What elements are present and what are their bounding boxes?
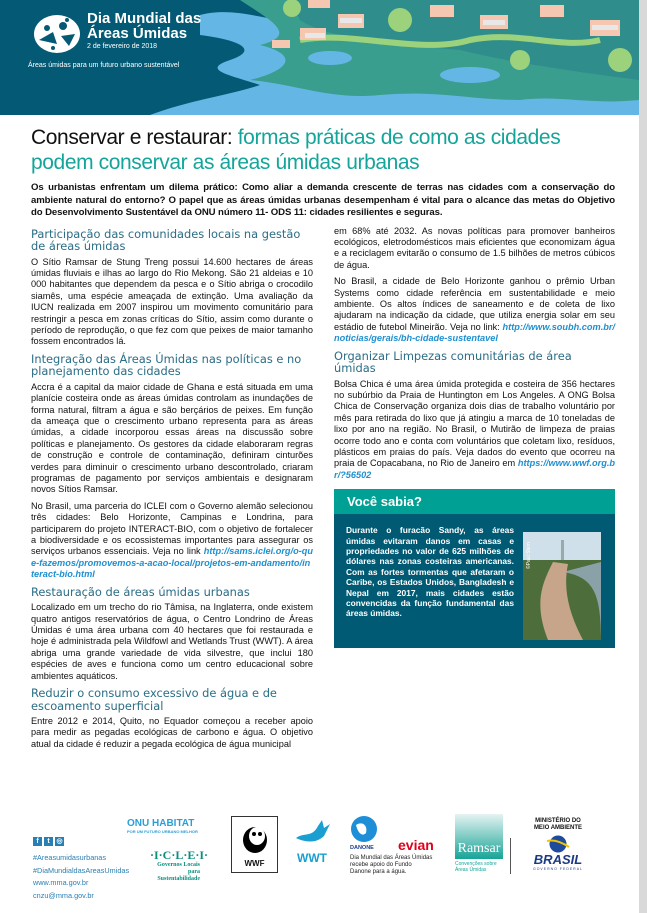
logo-text: DANONE — [350, 845, 374, 851]
logo-text: ·I·C·L·E·I· — [150, 848, 209, 862]
section-paragraph — [31, 501, 313, 581]
facebook-icon[interactable]: f — [33, 837, 42, 846]
logo-text: WWF — [244, 859, 265, 868]
event-title: Dia Mundial das Áreas Úmidas — [87, 10, 202, 42]
wwt-logo — [294, 818, 330, 865]
danone-globe-icon — [350, 815, 378, 843]
intro-paragraph: Os urbanistas enfrentam um dilema prático: Como aliar a demanda crescente de terras nas cidades com a conservação do ambiente natural do entorno? O papel que as áreas úmidas urbanas desempenham é vital para o alcance das metas do Objetivo do Desenvolvimento Sustentável da ONU número 11- ODS 11: cidades resilientes e seguras. — [31, 182, 615, 218]
event-date: 2 de fevereiro de 2018 — [87, 43, 158, 50]
danone-evian-logos — [350, 815, 445, 885]
twitter-icon[interactable]: t — [44, 837, 53, 846]
logo-subtext: Governos Locais para Sustentabilidade — [157, 862, 200, 882]
paragraph-text: No Brasil, uma parceria do ICLEI com o Governo alemão selecionou três cidades: Belo Horizonte, Campinas e Londrina, para participarem do projeto INTERACT-BIO, com o objetivo de fortalecer a biodiversidade e os ecossistemas importantes para assegurar os serviços urbanos essenciais. Veja no link — [31, 500, 313, 557]
soubh-link[interactable]: http://www.soubh.com.br/noticias/gerais/bh-cidade-sustentavel — [334, 321, 615, 344]
ramsar-wetlands-emblem-icon — [33, 14, 81, 54]
wwf-link[interactable]: https://www.wwf.org.br/?56502 — [334, 458, 615, 480]
hashtag[interactable]: #DiaMundialdasAreasUmidas — [33, 865, 130, 875]
website-link[interactable]: www.mma.gov.br — [33, 878, 89, 887]
email-link[interactable]: cnzu@mma.gov.br — [33, 890, 94, 900]
ramsar-logo — [455, 814, 503, 873]
section-heading: Organizar Limpezas comunitárias de área úmidas — [334, 348, 572, 376]
page-edge — [639, 0, 647, 913]
box-title: Você sabia? — [334, 489, 615, 514]
logo-text: WWT — [297, 851, 327, 865]
section-paragraph: Localizado em um trecho do rio Tâmisa, na Inglaterra, onde existem quatro antigos reservatórios de água, o Centro Londrino de Áreas Úmidas é uma área urbana com 40 hectares que foi restaurada e hoje é administrada pela Wildfowl and Wetlands Trust (WWT). A área abriga uma grande variedade de vida silvestre, que inclui 180 espécies de aves e funciona como um centro educacional sobre ambientes aquáticos. — [31, 602, 313, 681]
page-title — [31, 125, 615, 175]
wwf-logo — [231, 816, 278, 873]
footer-contacts — [33, 852, 129, 902]
logo-subtext: GOVERNO FEDERAL — [532, 867, 583, 871]
panda-icon — [240, 822, 270, 854]
section-paragraph — [334, 379, 615, 482]
divider — [510, 838, 511, 874]
main-content — [31, 125, 615, 755]
onu-habitat-logo — [127, 818, 198, 834]
section-heading: Participação das comunidades locais na gestão de áreas úmidas — [31, 226, 301, 253]
right-column — [334, 226, 615, 756]
ministry-text: MINISTÉRIO DO MEIO AMBIENTE — [533, 818, 583, 831]
section-heading: Integração das Áreas Úmidas nas políticas e no planejamento das cidades — [31, 351, 302, 379]
left-column — [31, 226, 313, 756]
hashtag[interactable]: #Areasumidasurbanas — [33, 853, 107, 862]
section-paragraph: em 68% até 2032. As novas políticas para promover banheiros ecológicos, eletrodomésticos mais eficientes que economizam água e a reciclagem evitarão o consumo de 1.5 bilhões de metros cúbicos de água. — [334, 225, 615, 270]
social-icons — [33, 837, 64, 846]
brasil-text: BRASIL — [533, 852, 583, 867]
logo-text: ONU HABITAT — [127, 818, 195, 829]
brazil-flag-globe-icon — [545, 835, 571, 853]
logo-subtext: Convenções sobre Áreas Úmidas — [455, 861, 497, 873]
sponsor-note: Dia Mundial das Áreas Úmidas recebe apoio do Fundo Danone para a água. — [350, 855, 433, 875]
title-teal: formas práticas de como as cidades podem conservar as áreas úmidas urbanas — [31, 126, 561, 174]
title-dark: Conservar e restaurar: — [31, 126, 233, 149]
iclei-link[interactable]: http://sams.iclei.org/o-que-fazemos/promovemos-a-acao-local/projetos-em-andamento/interact-bio.html — [31, 546, 313, 580]
instagram-icon[interactable]: ◎ — [56, 838, 63, 845]
section-paragraph: O Sítio Ramsar de Stung Treng possui 14.600 hectares de áreas úmidas fluviais e ilhas ao largo do Rio Mekong. São 21 aldeias e 10 000 habitantes que dependem da pesca e o Sítio abriga o crocodilo siamês, uma espécie ameaçada de extinção. Uma avaliação da IUCN realizada em 2007 inspirou um movimento comunitário para restringir a pesca em zonas críticas do Sítio, assim como durante o período de reprodução, o que fez com que peixes de maior tamanho fossem encontrados lá. — [31, 256, 313, 347]
photo-credit: ©Paul Stern — [526, 542, 532, 570]
section-paragraph: Accra é a capital da maior cidade de Ghana e está situada em uma planície costeira onde as áreas úmidas controlam as inundações de forma natural, filtram a água e são berçários de peixes. Em função da ameaça que o crescimento urbano representa para as áreas úmidas, a cidade incorporou essas áreas na discussão sobre políticas e planejamento. Os gestores da cidade elaboraram regras de construção e controle de contaminação, definiram cinturões verdes para diminuir o crescimento urbano descontrolado, criaram programas de pagamento por serviços ambientais e designaram novos Sítios Ramsar. — [31, 381, 313, 495]
event-tagline: Áreas úmidas para um futuro urbano sustentável — [28, 62, 180, 69]
paragraph-text: No Brasil, a cidade de Belo Horizonte ganhou o prêmio Urban Systems como cidade referência em sustentabilidade e meio ambiente. Os altos índices de saneamento e de coleta de lixo ajudaram na indicação da cidade, que utiliza energia solar em seu estádio de futebol Mineirão. Veja no link: — [334, 276, 615, 332]
logo-subtext: POR UM FUTURO URBANO MELHOR — [127, 829, 198, 834]
section-heading: Reduzir o consumo excessivo de água e de escoamento superficial — [31, 686, 277, 713]
section-paragraph: Entre 2012 e 2014, Quito, no Equador começou a receber apoio para medir as pegadas ecológicas de carbono e água. O objetivo atual da cidade é reduzir a pegada ecológica de água municipal — [31, 716, 313, 749]
brasil-government-logo — [518, 818, 598, 872]
bird-icon — [294, 818, 330, 848]
iclei-logo — [150, 848, 208, 883]
did-you-know-box — [334, 489, 615, 648]
box-text: Durante o furacão Sandy, as áreas úmidas evitaram danos em casas e propriedades no valor de 625 milhões de dólares nas zonas costeiras americanas. Com as fortes tormentas que afetaram o Caribe, os Estados Unidos, Bangladesh e Nepal em 2017, mais cidades estão convencidas da função fundamental das áreas úmidas. — [346, 525, 514, 619]
logo-text: Ramsar — [455, 814, 503, 859]
section-paragraph — [334, 276, 615, 344]
columns — [31, 226, 615, 756]
header-banner — [0, 0, 639, 115]
paragraph-text: Bolsa Chica é uma área úmida protegida e costeira de 356 hectares no subúrbio da Praia de Huntington em Los Angeles. A ONG Bolsa Chica de Conservação organiza dois dias de trabalho voluntário por mês para retirada do lixo que já atingiu a marca de 10 toneladas de lixo por ano na região. No Brasil, o Mutirão de limpeza de praias ocorre todo ano e conta com voluntários que coletam lixo, resíduos, plásticos em praias do país. Veja dados do evento que ocorreu na praia de Copacabana, no Rio de Janeiro em — [334, 378, 615, 469]
evian-text: evian — [398, 837, 434, 853]
boardwalk-photo — [523, 532, 601, 640]
section-heading: Restauração de áreas úmidas urbanas — [31, 584, 250, 599]
